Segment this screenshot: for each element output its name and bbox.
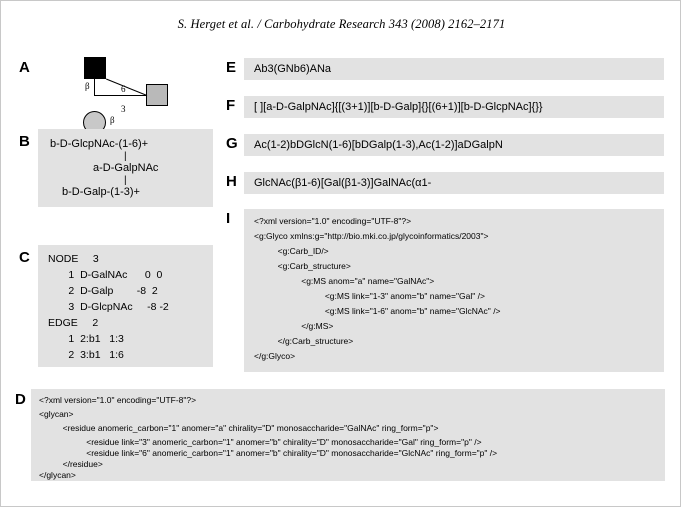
- panel-i-line-2: <g:Carb_ID/>: [254, 246, 329, 256]
- panel-i-line-9: </g:Glyco>: [254, 351, 296, 361]
- panel-i-box: [244, 209, 664, 372]
- panel-label-f: F: [226, 97, 236, 114]
- panel-c-line-0: NODE 3: [48, 253, 99, 265]
- panel-d-line-6: </glycan>: [39, 470, 76, 480]
- panel-b-line-4: b-D-Galp-(1-3)+: [62, 186, 140, 198]
- link-line-diagonal: [106, 79, 147, 96]
- panel-d-box: [31, 389, 665, 481]
- panel-label-b: B: [19, 133, 30, 150]
- panel-i-line-1: <g:Glyco xmlns:g="http://bio.mki.co.jp/glycoinformatics/2003">: [254, 231, 489, 241]
- panel-i-line-4: <g:MS anom="a" name="GalNAc">: [254, 276, 435, 286]
- galnac-square-grey-icon: [146, 84, 168, 106]
- panel-a-label-beta-1: β: [85, 81, 90, 91]
- running-head: S. Herget et al. / Carbohydrate Research 343 (2008) 2162–2171: [177, 17, 506, 31]
- panel-i-line-7: </g:MS>: [254, 321, 334, 331]
- panel-c-line-6: 2 3:b1 1:6: [48, 349, 124, 361]
- panel-d-line-2: <residue anomeric_carbon="1" anomer="a" chirality="D" monosaccharide="GalNAc" ring_form="p">: [39, 423, 439, 433]
- panel-label-c: C: [19, 249, 30, 266]
- panel-d-line-3: <residue link="3" anomeric_carbon="1" anomer="b" chirality="D" monosaccharide="Gal" ring_form="p" />: [39, 437, 482, 447]
- panel-d-line-4: <residue link="6" anomeric_carbon="1" anomer="b" chirality="D" monosaccharide="GlcNAc" ring_form="p" />: [39, 448, 498, 458]
- panel-label-i: I: [226, 210, 231, 227]
- panel-b-line-0: b-D-GlcpNAc-(1-6)+: [50, 138, 149, 150]
- panel-i-line-3: <g:Carb_structure>: [254, 261, 351, 271]
- panel-h-box: [244, 172, 664, 194]
- panel-g-box: [244, 134, 664, 156]
- panel-g-text: Ac(1-2)bDGlcN(1-6)[bDGalp(1-3),Ac(1-2)]aDGalpN: [254, 139, 503, 151]
- panel-i-line-5: <g:MS link="1-3" anom="b" name="Gal" />: [254, 291, 485, 301]
- panel-c-line-4: EDGE 2: [48, 317, 99, 329]
- panel-a-label-3: 3: [121, 104, 126, 114]
- panel-d-line-0: <?xml version="1.0" encoding="UTF-8"?>: [39, 395, 197, 405]
- glcnac-square-filled-icon: [84, 57, 106, 79]
- panel-f-text: [ ][a-D-GalpNAc]{[(3+1)][b-D-Galp]{}[(6+1)][b-D-GlcpNAc]{}}: [254, 101, 543, 113]
- panel-label-g: G: [226, 135, 238, 152]
- panel-h-text: GlcNAc(β1-6)[Gal(β1-3)]GalNAc(α1-: [254, 177, 432, 189]
- panel-b-line-2: a-D-GalpNAc: [93, 162, 159, 174]
- panel-b-line-1: |: [124, 151, 127, 162]
- link-line-horizontal-top: [94, 95, 147, 96]
- panel-a-label-beta-2: β: [110, 115, 115, 125]
- panel-b-line-3: |: [124, 175, 127, 186]
- panel-c-line-3: 3 D-GlcpNAc -8 -2: [48, 301, 169, 313]
- link-line-vertical: [94, 78, 95, 96]
- panel-i-line-0: <?xml version="1.0" encoding="UTF-8"?>: [254, 216, 412, 226]
- panel-c-line-2: 2 D-Galp -8 2: [48, 285, 158, 297]
- panel-i-line-8: </g:Carb_structure>: [254, 336, 354, 346]
- panel-d-line-1: <glycan>: [39, 409, 74, 419]
- panel-a-label-6: 6: [121, 84, 126, 94]
- panel-f-box: [244, 96, 664, 118]
- panel-label-a: A: [19, 59, 30, 76]
- panel-label-d: D: [15, 391, 26, 408]
- panel-i-line-6: <g:MS link="1-6" anom="b" name="GlcNAc" />: [254, 306, 501, 316]
- panel-e-box: [244, 58, 664, 80]
- panel-label-h: H: [226, 173, 237, 190]
- panel-c-line-1: 1 D-GalNAc 0 0: [48, 269, 163, 281]
- panel-label-e: E: [226, 59, 237, 76]
- panel-e-text: Ab3(GNb6)ANa: [254, 63, 332, 75]
- panel-b-box: [38, 129, 213, 207]
- panel-c-line-5: 1 2:b1 1:3: [48, 333, 124, 345]
- panel-c-box: [38, 245, 213, 367]
- panel-d-line-5: </residue>: [39, 459, 103, 469]
